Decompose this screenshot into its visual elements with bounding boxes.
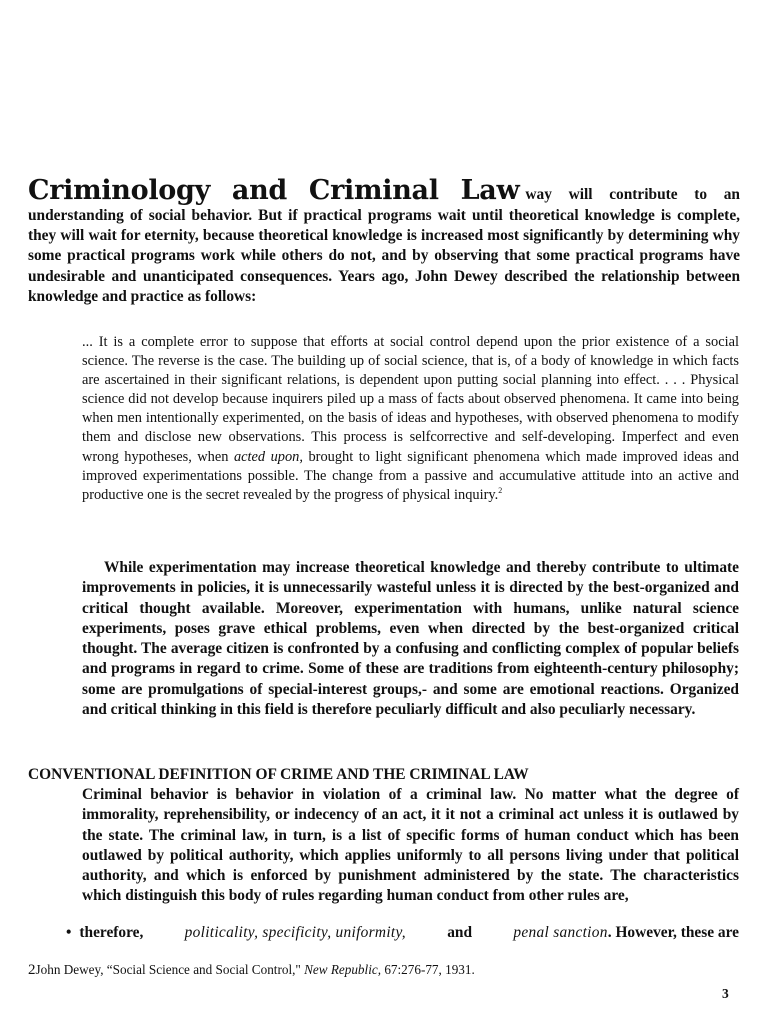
bullet-icon: • [66,924,72,941]
footnote-author: John Dewey, “Social Science and Social Control," [35,962,301,977]
chapter-title: Criminology and Criminal Law [28,175,520,206]
experimentation-paragraph: While experimentation may increase theoretical knowledge and thereby contribute to ultimate improvements in policies, it is unnecessarily wasteful unless it is directed by the best-organized and critical thought available. Moreover, experimentation with humans, unlike natural science experiments, poses grave ethical problems, even when directed by the best-organized critical thought. The average citizen is confronted by a confusing and conflicting complex of popular beliefs and programs in regard to crime. Some of these are traditions from eighteenth-century philosophy; some are promulgations of special-interest groups,- and some are emotional reactions. Organized and critical thinking in this field is therefore peculiarly difficult and also peculiarly necessary. [82,559,739,719]
intro-paragraph [28,176,740,307]
bullet-item [66,923,739,943]
footnote-journal: New Republic, [304,962,382,977]
footnote-citation: 67:276-77, 1931. [384,962,475,977]
block-quote-text-2: brought to light significant phenomena which made improved ideas and improved experimentations possible. The change from a passive and accumulative attitude into an active and productive one is the secret revealed by the progress of physical inquiry. [82,448,740,503]
block-quote [82,333,739,505]
footnote-reference[interactable]: 2 [498,485,503,495]
footnote [28,961,740,979]
criminal-behavior-paragraph: Criminal behavior is behavior in violation of a criminal law. No matter what the degree of immorality, reprehensibility, or indecency of an act, it it not a criminal act unless it is outlawed by the state. The criminal law, in turn, is a list of specific forms of human conduct which has been outlawed by political authority, which applies uniformly to all persons living under that political authority, and which is enforced by punishment administered by the state. The characteristics which distinguish this body of rules regarding human conduct from other rules are, [82,786,739,905]
bullet-terms: politicality, specificity, uniformity, [184,924,406,941]
section-heading: CONVENTIONAL DEFINITION OF CRIME AND THE CRIMINAL LAW [28,766,529,783]
bullet-and: and [447,924,473,941]
footnote-number: 2 [28,962,36,978]
intro-text: way will contribute to an understanding of social behavior. But if practical programs wait until theoretical knowledge is complete, they will wait for eternity, because theoretical knowledge is increased most significantly by determining why some practical programs work while others do not, and by observing that some practical programs have undesirable and unanticipated consequences. Years ago, John Dewey described the relationship between knowledge and practice as follows: [28,186,740,305]
bullet-last-term: penal sanction [513,924,608,941]
page-number: 3 [722,986,729,1001]
bullet-tail: . However, these are [607,924,739,941]
block-quote-italic: acted upon, [233,448,303,465]
block-quote-text-1: ... It is a complete error to suppose that efforts at social control depend upon the prior existence of a social science. The reverse is the case. The building up of social science, that is, of a body of knowledge in which facts are ascertained in their significant relations, is dependent upon putting social planning into effect. . . . Physical science did not develop because inquirers piled up a mass of facts about observed phenomena. It came into being when men intentionally experimented, on the basis of ideas and hypotheses, with observed phenomena to modify them and disclose new observations. This process is selfcorrective and self-developing. Imperfect and even wrong hypotheses, when [82,334,739,465]
bullet-lead: therefore, [79,924,144,941]
